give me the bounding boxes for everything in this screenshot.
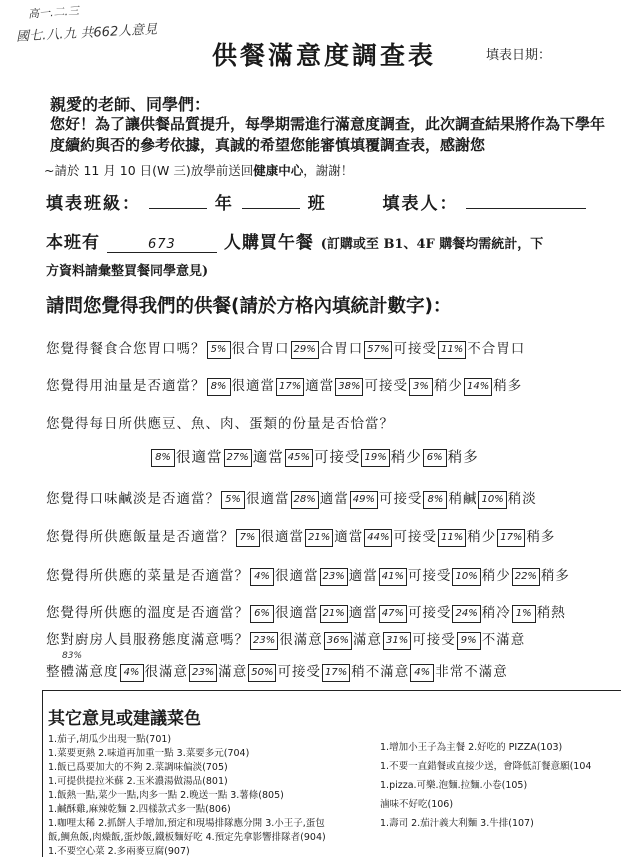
due-place: 健康中心 [253, 163, 304, 178]
option-label: 很滿意 [144, 664, 188, 680]
option-label: 很適當 [275, 568, 319, 584]
grade-blank[interactable] [149, 192, 207, 209]
question-row [46, 487, 537, 509]
class-row [46, 189, 586, 214]
suggestion-line: 1.咖哩太稀 2.抓餅人手增加,預定和現場排隊應分開 3.小王子,蛋包 [48, 818, 325, 829]
percent-box[interactable]: 21% [320, 605, 348, 623]
suggestion-line: 1.菜要更熱 2.味道再加重一點 3.菜要多元(704) [48, 748, 250, 759]
percent-box[interactable]: 4% [410, 664, 434, 682]
percent-box[interactable]: 4% [250, 568, 274, 586]
question-text: 您覺得每日所供應豆、魚、肉、蛋類的份量是否恰當？ [46, 416, 394, 432]
due-note [44, 161, 353, 179]
option-label: 適當 [348, 568, 378, 584]
percent-box[interactable]: 47% [379, 605, 407, 623]
question-row [46, 525, 555, 547]
option-label: 可接受 [364, 378, 408, 394]
percent-box[interactable]: 23% [320, 568, 348, 586]
percent-box[interactable]: 14% [464, 378, 492, 396]
percent-box[interactable]: 11% [438, 529, 466, 547]
buyers-row [46, 228, 543, 253]
percent-box[interactable]: 23% [189, 664, 217, 682]
option-label: 稍多 [526, 529, 556, 545]
question-row [46, 628, 525, 650]
greeting: 親愛的老師、同學們： [50, 95, 211, 114]
option-label: 適當 [348, 605, 378, 621]
suggestion-line: 1.鹹酥雞,麻辣乾麵 2.四樣款式多一點(806) [48, 804, 231, 815]
percent-box[interactable]: 8% [151, 449, 175, 467]
suggestion-line: 1.飯已爲要加大的不夠 2.菜調味偏淡(705) [48, 762, 228, 773]
percent-box[interactable]: 7% [236, 529, 260, 547]
buyers-suffix: 人購買午餐 [223, 233, 314, 253]
option-label: 很適當 [176, 450, 223, 466]
question-text: 您對廚房人員服務態度滿意嗎？ [46, 632, 249, 648]
option-label: 很適當 [260, 529, 304, 545]
percent-box[interactable]: 6% [250, 605, 274, 623]
question-text: 您覺得所供應飯量是否適當？ [46, 529, 235, 545]
class-suffix: 班 [307, 194, 327, 214]
suggestion-line: 1.pizza.可樂.泡麵.拉麵.小卷(105) [380, 780, 528, 791]
question-text: 整體滿意度 [46, 664, 119, 680]
intro-paragraph: 您好！為了讓供餐品質提升，每學期需進行滿意度調查，此次調查結果將作為下學年度續約與否的參考依據，真誠的希望您能審慎填覆調查表，感謝您 [50, 115, 606, 154]
suggestion-line: 滷味不好吃(106) [380, 799, 454, 810]
percent-box[interactable]: 57% [364, 341, 392, 359]
percent-box[interactable]: 1% [512, 605, 536, 623]
option-label: 稍不滿意 [351, 664, 410, 680]
question-text: 您覺得餐食合您胃口嗎？ [46, 341, 206, 357]
percent-box[interactable]: 24% [452, 605, 480, 623]
percent-box[interactable]: 50% [248, 664, 276, 682]
buyers-count-field[interactable]: 673 [107, 237, 217, 253]
option-label: 可接受 [313, 450, 361, 466]
percent-box[interactable]: 49% [350, 491, 378, 509]
option-label: 合胃口 [319, 341, 364, 357]
option-label: 很適當 [231, 378, 275, 394]
option-label: 很滿意 [279, 632, 323, 648]
percent-box[interactable]: 19% [361, 449, 389, 467]
handwritten-grade-note: 高一.二.三 [27, 4, 80, 21]
suggestion-line: 飯,鯛魚飯,肉燥飯,蛋炒飯,鐵板麵好吃 4.預定先拿影響排隊者(904) [48, 832, 326, 843]
percent-box[interactable]: 36% [324, 632, 352, 650]
question-text: 您覺得所供應的菜量是否適當？ [46, 568, 249, 584]
option-label: 不滿意 [481, 632, 526, 648]
percent-box[interactable]: 28% [291, 491, 319, 509]
percent-box[interactable]: 45% [285, 449, 313, 467]
percent-box[interactable]: 44% [364, 529, 392, 547]
handwritten-count-note: 國七.八.九 共662人意見 [15, 22, 158, 45]
option-label: 很適當 [275, 605, 319, 621]
question-heading: 請問您覺得我們的供餐(請於方格內填統計數字)： [46, 296, 452, 317]
due-suffix: ，謝謝！ [303, 163, 354, 178]
option-label: 滿意 [352, 632, 382, 648]
percent-box[interactable]: 17% [497, 529, 525, 547]
percent-box[interactable]: 9% [457, 632, 481, 650]
option-label: 不合胃口 [467, 341, 526, 357]
percent-box[interactable]: 38% [335, 378, 363, 396]
suggestion-line: 1.壽司 2.茄汁義大利麵 3.牛排(107) [380, 818, 534, 829]
suggestion-line: 1.不要空心菜 2.多兩麥豆腐(907) [48, 846, 190, 857]
percent-box[interactable]: 17% [276, 378, 304, 396]
question-row [46, 337, 525, 359]
percent-box[interactable]: 41% [379, 568, 407, 586]
option-label: 很合胃口 [231, 341, 290, 357]
percent-box[interactable]: 11% [438, 341, 466, 359]
suggestions-heading: 其它意見或建議菜色 [48, 709, 201, 729]
question-row [46, 564, 570, 586]
option-label: 可接受 [412, 632, 456, 648]
buyers-note-cont: 方資料請彙整買餐同學意見) [46, 264, 209, 279]
percent-box[interactable]: 5% [207, 341, 231, 359]
percent-box[interactable]: 8% [207, 378, 231, 396]
percent-box[interactable]: 17% [322, 664, 350, 682]
option-label: 滿意 [218, 664, 248, 680]
filler-blank[interactable] [466, 192, 586, 209]
option-label: 稍少 [390, 450, 422, 466]
option-label: 稍熱 [536, 605, 566, 621]
option-label: 可接受 [393, 341, 437, 357]
percent-box[interactable]: 5% [221, 491, 245, 509]
option-label: 適當 [305, 378, 335, 394]
option-label: 稍多 [447, 450, 479, 466]
suggestion-line: 1.增加小王子為主餐 2.好吃的 PIZZA(103) [380, 742, 563, 753]
option-label: 可接受 [393, 529, 437, 545]
due-prefix: ~請於 11 月 10 日(W 三)放學前送回 [44, 163, 254, 178]
option-label: 稍少 [467, 529, 497, 545]
percent-box[interactable]: 23% [250, 632, 278, 650]
percent-box[interactable]: 3% [409, 378, 433, 396]
question-row [46, 660, 508, 682]
percent-box[interactable]: 29% [291, 341, 319, 359]
option-label: 可接受 [277, 664, 321, 680]
percent-box[interactable]: 4% [120, 664, 144, 682]
percent-box[interactable]: 10% [452, 568, 480, 586]
page-title: 供餐滿意度調查表 [212, 41, 437, 70]
question-text: 您覺得所供應的溫度是否適當？ [46, 605, 249, 621]
option-label: 稍多 [493, 378, 523, 394]
percent-box[interactable]: 6% [423, 449, 447, 467]
question-row [46, 601, 566, 623]
suggestion-line: 1.不要一直錯餐或直接少送，會降低訂餐意願(104 [380, 761, 592, 772]
option-label: 稍少 [481, 568, 511, 584]
percent-box[interactable]: 21% [305, 529, 333, 547]
suggestion-line: 1.可提供提拉米蘇 2.玉米濃湯做湯品(801) [48, 776, 228, 787]
question-text: 您覺得用油量是否適當？ [46, 378, 206, 394]
option-label: 稍淡 [507, 491, 537, 507]
buyers-note: (訂購或至 B1、4F 購餐均需統計，下 [320, 237, 544, 252]
class-blank[interactable] [242, 192, 300, 209]
option-label: 可接受 [407, 605, 452, 621]
option-label: 稍冷 [481, 605, 511, 621]
overall-handwritten-mark: 83% [62, 651, 83, 661]
question-text: 您覺得口味鹹淡是否適當？ [46, 491, 220, 507]
percent-box[interactable]: 31% [383, 632, 411, 650]
percent-box[interactable]: 22% [512, 568, 540, 586]
option-label: 可接受 [407, 568, 452, 584]
suggestion-line: 1.飯熱一點,菜少一點,肉多一點 2.晚送一點 3.薯條(805) [48, 790, 284, 801]
percent-box[interactable]: 8% [423, 491, 447, 509]
filler-label: 填表人： [382, 194, 459, 214]
option-label: 稍鹹 [448, 491, 478, 507]
option-label: 非常不滿意 [435, 664, 508, 680]
option-label: 適當 [252, 450, 284, 466]
question-row [46, 412, 394, 432]
option-label: 稍多 [540, 568, 570, 584]
option-label: 適當 [319, 491, 349, 507]
option-label: 稍少 [433, 378, 463, 394]
date-label: 填表日期： [486, 48, 552, 63]
question-row [150, 446, 479, 467]
option-label: 適當 [334, 529, 364, 545]
percent-box[interactable]: 27% [224, 449, 252, 467]
option-label: 很適當 [246, 491, 290, 507]
buyers-prefix: 本班有 [46, 233, 100, 253]
class-label: 填表班級： [46, 194, 141, 214]
option-label: 可接受 [378, 491, 423, 507]
question-row [46, 374, 522, 396]
percent-box[interactable]: 10% [478, 491, 506, 509]
suggestion-line: 1.茄子,胡瓜少出現一點(701) [48, 734, 172, 745]
year-label: 年 [214, 194, 234, 214]
